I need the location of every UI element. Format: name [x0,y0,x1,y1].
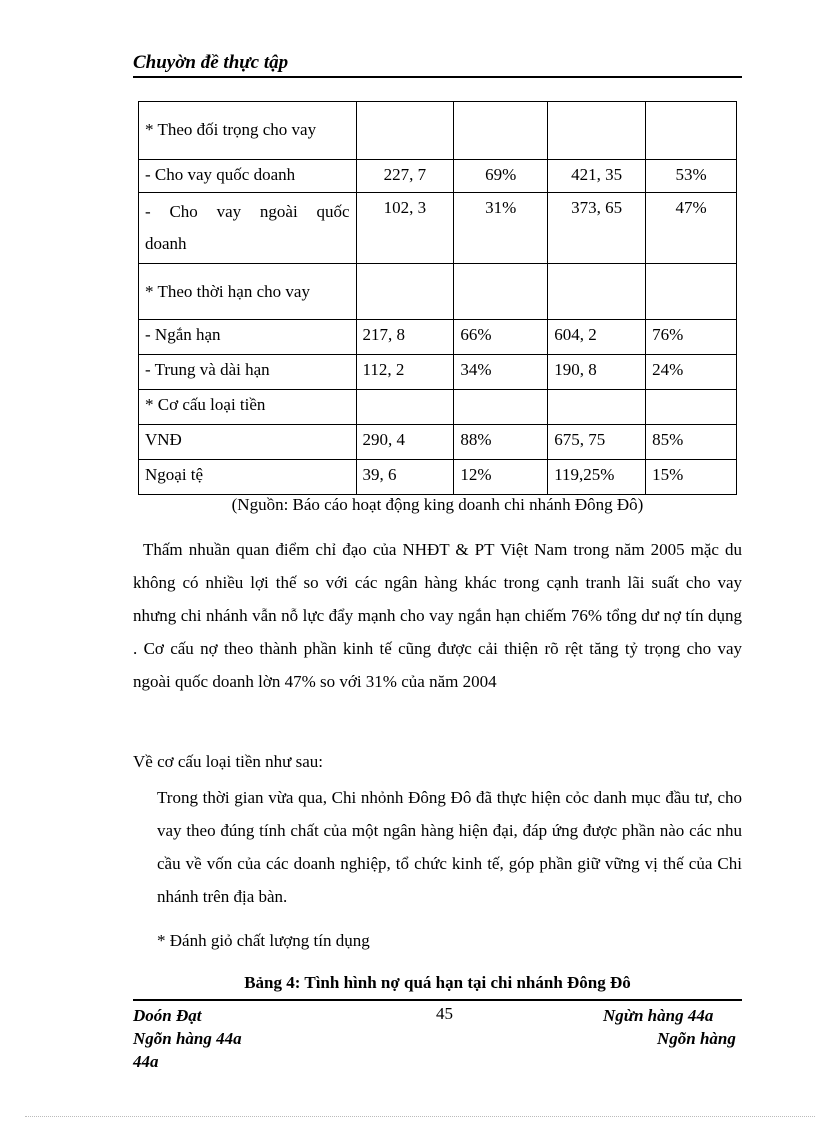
page-edge-divider [25,1116,815,1117]
table-row [139,355,737,390]
table-cell: VNĐ [139,425,357,460]
table-cell: 12% [454,460,548,495]
table-cell: 112, 2 [356,355,454,390]
body-paragraph: * Đánh giỏ chất lượng tín dụng [157,931,370,950]
table-row [139,320,737,355]
table-cell: 47% [646,193,737,264]
table-cell [646,102,737,160]
table-cell [548,102,646,160]
table-cell [646,390,737,425]
table-row [139,102,737,160]
table-cell: 190, 8 [548,355,646,390]
table-cell: * Theo đối trọng cho vay [139,102,357,160]
table-source-note: (Nguồn: Báo cáo hoạt động king doanh chi nhánh Đông Đô) [231,495,644,514]
header-rule [133,76,742,78]
table-cell: 34% [454,355,548,390]
table-cell: 39, 6 [356,460,454,495]
table-cell: 675, 75 [548,425,646,460]
table-cell: 119,25% [548,460,646,495]
table-row [139,460,737,495]
table-cell [356,264,454,320]
body-paragraph: Trong thời gian vừa qua, Chi nhỏnh Đông Đô đã thực hiện cỏc danh mục đầu tư, cho vay theo đúng tính chất của một ngân hàng hiện đại, đáp ứng được phần nào các nhu cầu về vốn của các doanh nghiệp, tổ chức kinh tế, góp phần giữ vững vị thế của Chi nhánh trên địa bàn. [157,788,742,906]
table-cell: 69% [454,160,548,193]
table-cell: 76% [646,320,737,355]
header-title: Chuyờn đề thực tập [133,52,289,73]
table-cell: - Cho vay quốc doanh [139,160,357,193]
table-cell [139,193,357,264]
table-cell: 227, 7 [356,160,454,193]
table-cell [356,390,454,425]
table-cell-line: doanh [145,234,187,253]
table-cell: 290, 4 [356,425,454,460]
table-cell: 85% [646,425,737,460]
table-row [139,193,737,264]
footer-right-bank: Ngõn hàng [657,1029,736,1048]
table-cell [454,264,548,320]
table-cell: - Trung và dài hạn [139,355,357,390]
table-row [139,264,737,320]
table-row [139,160,737,193]
table-cell: * Theo thời hạn cho vay [139,264,357,320]
table-cell [454,102,548,160]
table-cell: 66% [454,320,548,355]
footer-class: Ngõn hàng 44a [133,1029,242,1048]
table-cell: 373, 65 [548,193,646,264]
table-cell: 24% [646,355,737,390]
table-cell: - Ngắn hạn [139,320,357,355]
table-row [139,390,737,425]
footer-right-class: Ngừn hàng 44a [603,1006,714,1025]
page-number: 45 [436,1004,453,1023]
table-cell [356,102,454,160]
table-cell: 88% [454,425,548,460]
table-cell: 31% [454,193,548,264]
table-cell: * Cơ cấu loại tiền [139,390,357,425]
footer-rule [133,999,742,1001]
table-cell: 217, 8 [356,320,454,355]
table-cell: Ngoại tệ [139,460,357,495]
credit-structure-table [138,101,737,495]
table-cell [548,264,646,320]
table-cell: 15% [646,460,737,495]
table-caption: Bảng 4: Tình hình nợ quá hạn tại chi nhánh Đông Đô [244,973,631,992]
table-cell: 102, 3 [356,193,454,264]
table-cell [646,264,737,320]
table-cell: 604, 2 [548,320,646,355]
table-cell: 53% [646,160,737,193]
footer-author: Doón Đạt [133,1006,202,1025]
table-cell [454,390,548,425]
body-paragraph: Thấm nhuần quan điểm chỉ đạo của NHĐT & PT Việt Nam trong năm 2005 mặc du không có nhiều lợi thế so với các ngân hàng khác trong cạnh tranh lãi suất cho vay nhưng chi nhánh vẫn nỗ lực đẩy mạnh cho vay ngắn hạn chiếm 76% tổng dư nợ tín dụng . Cơ cấu nợ theo thành phần kinh tế cũng được cải thiện rõ rệt tăng tỷ trọng cho vay ngoài quốc doanh lờn 47% so với 31% của năm 2004 [133,540,742,691]
table-cell-line: - Cho vay ngoài quốc [145,202,350,221]
table-cell [548,390,646,425]
footer-class-extra: 44a [133,1052,159,1071]
table-cell: 421, 35 [548,160,646,193]
table-row [139,425,737,460]
body-paragraph: Về cơ cấu loại tiền như sau: [133,752,324,771]
